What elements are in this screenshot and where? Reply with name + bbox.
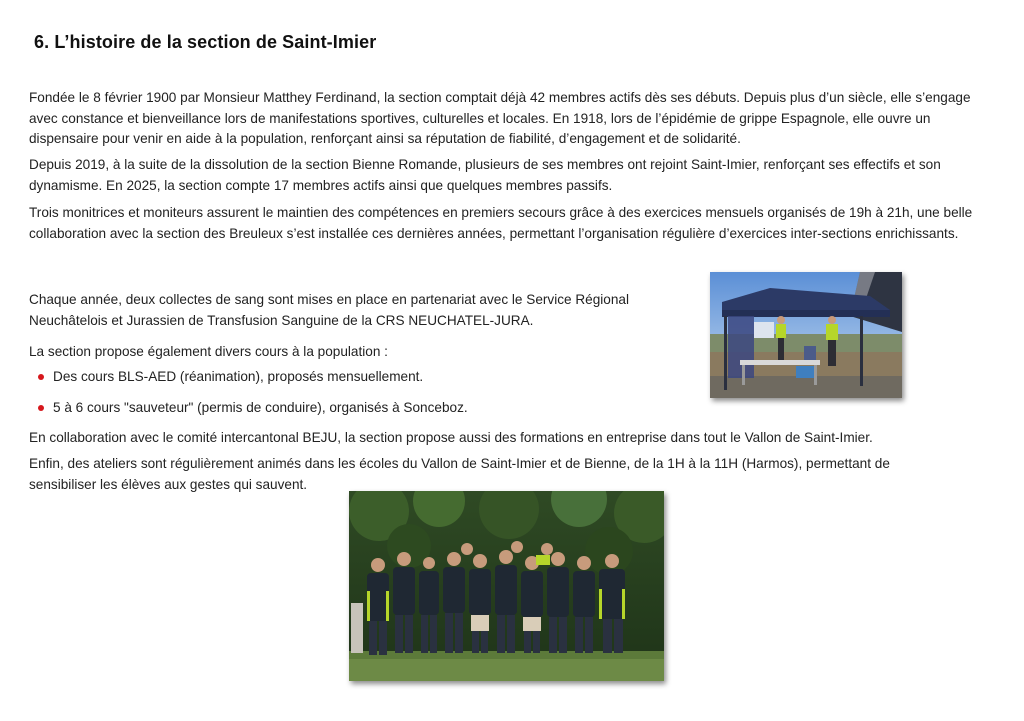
courses-list	[36, 367, 468, 418]
course-bls-aed: Des cours BLS-AED (réanimation), proposés mensuellement.	[53, 369, 424, 384]
list-item	[36, 398, 468, 419]
course-sauveteur: 5 à 6 cours "sauveteur" (permis de conduire), organisés à Sonceboz.	[53, 399, 468, 415]
group-photo-image	[349, 491, 664, 681]
paragraph-courses-intro: La section propose également divers cours à la population :	[29, 344, 388, 359]
paragraph-beju: En collaboration avec le comité intercantonal BEJU, la section propose aussi des formations en entreprise dans tout le Vallon de Saint-Imier.	[29, 430, 873, 445]
tent-photo-image	[710, 272, 902, 398]
paragraph-since-2019: Depuis 2019, à la suite de la dissolution de la section Bienne Romande, plusieurs de ses membres ont rejoint Saint-Imier, renforçant ses effectifs et son dynamisme. En 2025, la section compte 17 membres actifs ainsi que quelques membres passifs.	[29, 157, 941, 193]
section-title: 6. L’histoire de la section de Saint-Imier	[34, 32, 377, 52]
bullet-icon	[38, 374, 44, 380]
bullet-icon	[38, 405, 44, 411]
paragraph-workshops: Enfin, des ateliers sont régulièrement animés dans les écoles du Vallon de Saint-Imier et de Bienne, de la 1H à la 11H (Harmos), permettant de sensibiliser les élèves aux gestes qui sauvent.	[29, 456, 890, 492]
tent-stand-photo	[710, 272, 902, 398]
group-photo	[349, 491, 664, 681]
list-item	[36, 367, 468, 388]
paragraph-monitors: Trois monitrices et moniteurs assurent le maintien des compétences en premiers secours grâce à des exercices mensuels organisés de 19h à 21h, une belle collaboration avec la section des Breuleux s’est installée ces dernières années, permettant l’organisation régulière d’exercices inter-sections enrichissants.	[29, 205, 973, 241]
paragraph-intro: Fondée le 8 février 1900 par Monsieur Matthey Ferdinand, la section comptait déjà 42 membres actifs dès ses débuts. Depuis plus d’un siècle, elle s’engage avec constance et bienveillance lors de manifestations sportives, culturelles et locales. En 1918, lors de l’épidémie de grippe Espagnole, elle ouvre un dispensaire pour venir en aide à la population, renforçant ainsi sa réputation de fiabilité, d’engagement et de solidarité.	[29, 90, 971, 146]
paragraph-blood-drives: Chaque année, deux collectes de sang sont mises en place en partenariat avec le Service Régional Neuchâtelois et Jurassien de Transfusion Sanguine de la CRS NEUCHATEL-JURA.	[29, 292, 630, 328]
